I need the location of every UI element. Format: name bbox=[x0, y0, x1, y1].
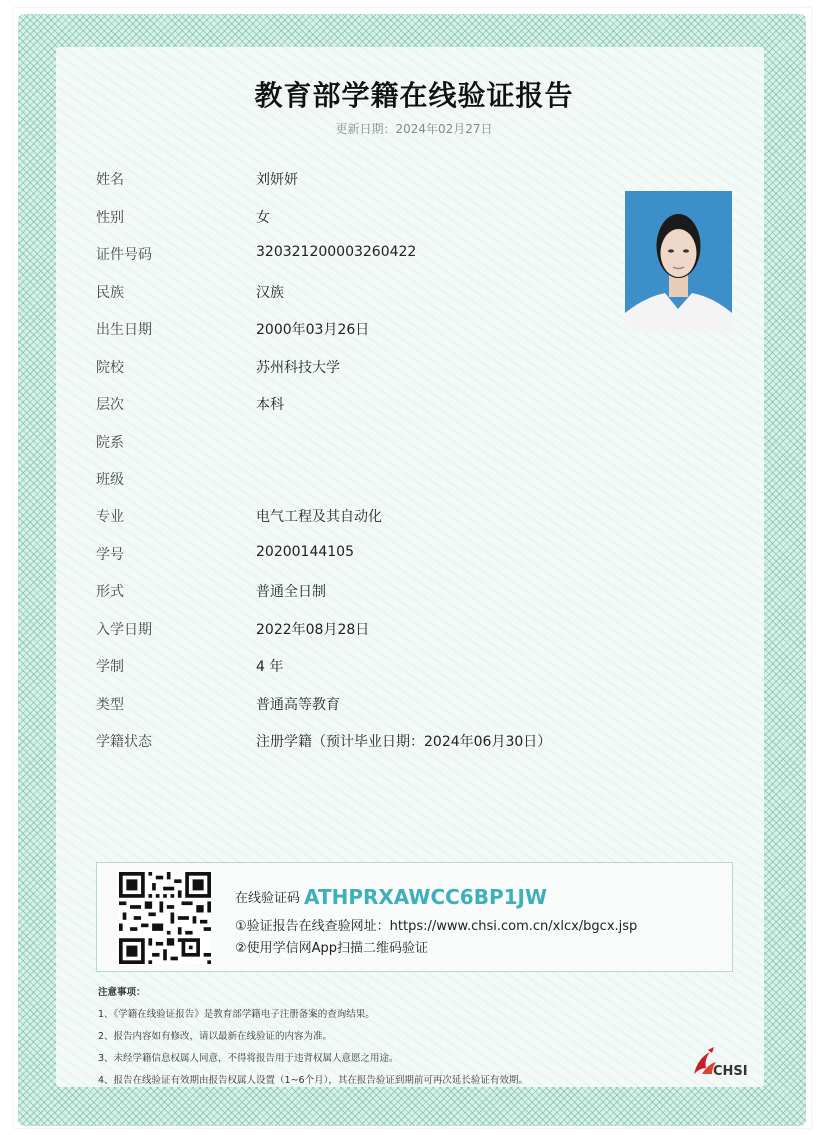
field-value: 女 bbox=[256, 210, 270, 226]
field-value: 电气工程及其自动化 bbox=[256, 509, 382, 525]
field-value: 320321200003260422 bbox=[256, 244, 417, 260]
note-item: 4、报告在线验证有效期由报告权属人设置（1~6个月），其在报告验证到期前可再次延长验证有效期。 bbox=[98, 1075, 528, 1086]
field-label: 学籍状态 bbox=[96, 734, 152, 750]
field-value: 2022年08月28日 bbox=[256, 622, 370, 638]
field-row-name bbox=[96, 169, 616, 193]
note-item: 3、未经学籍信息权属人同意，不得将报告用于违背权属人意愿之用途。 bbox=[98, 1053, 399, 1064]
field-row-birth-date bbox=[96, 319, 616, 343]
field-row-id-number bbox=[96, 244, 616, 268]
student-photo bbox=[625, 191, 732, 332]
field-label: 姓名 bbox=[96, 172, 124, 188]
verification-code-label: 在线验证码 bbox=[235, 891, 301, 906]
field-label: 出生日期 bbox=[96, 322, 152, 338]
field-label: 层次 bbox=[96, 397, 124, 413]
field-value: 2000年03月26日 bbox=[256, 322, 370, 338]
field-row-department bbox=[96, 432, 616, 456]
field-row-status bbox=[96, 731, 616, 755]
field-label: 性别 bbox=[96, 210, 124, 226]
notes-heading: 注意事项： bbox=[98, 987, 146, 998]
field-value: 汉族 bbox=[256, 285, 284, 301]
field-row-enrollment-date bbox=[96, 619, 616, 643]
field-label: 院校 bbox=[96, 360, 124, 376]
field-value: 20200144105 bbox=[256, 544, 354, 560]
field-label: 民族 bbox=[96, 285, 124, 301]
field-value: 4 年 bbox=[256, 659, 284, 675]
verification-url-line: ①验证报告在线查验网址：https://www.chsi.com.cn/xlcx/bgcx.jsp bbox=[235, 919, 638, 934]
field-label: 学号 bbox=[96, 547, 124, 563]
field-value: 刘妍妍 bbox=[256, 172, 298, 188]
field-value: 本科 bbox=[256, 397, 284, 413]
field-label: 专业 bbox=[96, 509, 124, 525]
field-label: 形式 bbox=[96, 584, 124, 600]
field-row-ethnicity bbox=[96, 282, 616, 306]
field-value: 苏州科技大学 bbox=[256, 360, 340, 376]
field-label: 证件号码 bbox=[96, 247, 152, 263]
field-row-duration bbox=[96, 656, 616, 680]
field-label: 学制 bbox=[96, 659, 124, 675]
notes-section bbox=[98, 984, 528, 1094]
field-value: 普通高等教育 bbox=[256, 697, 340, 713]
field-value: 普通全日制 bbox=[256, 584, 326, 600]
field-row-level bbox=[96, 394, 616, 418]
field-row-school bbox=[96, 357, 616, 381]
qr-code[interactable] bbox=[119, 872, 211, 964]
field-row-study-form bbox=[96, 581, 616, 605]
field-row-class bbox=[96, 469, 616, 493]
update-date: 更新日期：2024年02月27日 bbox=[335, 122, 493, 136]
note-item: 1、《学籍在线验证报告》是教育部学籍电子注册备案的查询结果。 bbox=[98, 1009, 375, 1020]
field-row-type bbox=[96, 694, 616, 718]
verification-app-line: ②使用学信网App扫描二维码验证 bbox=[235, 941, 429, 956]
field-row-major bbox=[96, 506, 616, 530]
field-row-gender bbox=[96, 207, 616, 231]
report-title: 教育部学籍在线验证报告 bbox=[254, 79, 574, 112]
verification-code-line bbox=[235, 885, 547, 909]
field-label: 类型 bbox=[96, 697, 124, 713]
field-label: 班级 bbox=[96, 472, 124, 488]
note-item: 2、报告内容如有修改，请以最新在线验证的内容为准。 bbox=[98, 1031, 333, 1042]
chsi-logo-text: CHSI bbox=[713, 1064, 748, 1079]
verification-code: ATHPRXAWCC6BP1JW bbox=[304, 885, 548, 909]
field-value: 注册学籍（预计毕业日期：2024年06月30日） bbox=[256, 734, 552, 750]
verification-box bbox=[96, 862, 733, 972]
field-label: 院系 bbox=[96, 435, 124, 451]
field-row-student-number bbox=[96, 544, 616, 568]
field-label: 入学日期 bbox=[96, 622, 152, 638]
